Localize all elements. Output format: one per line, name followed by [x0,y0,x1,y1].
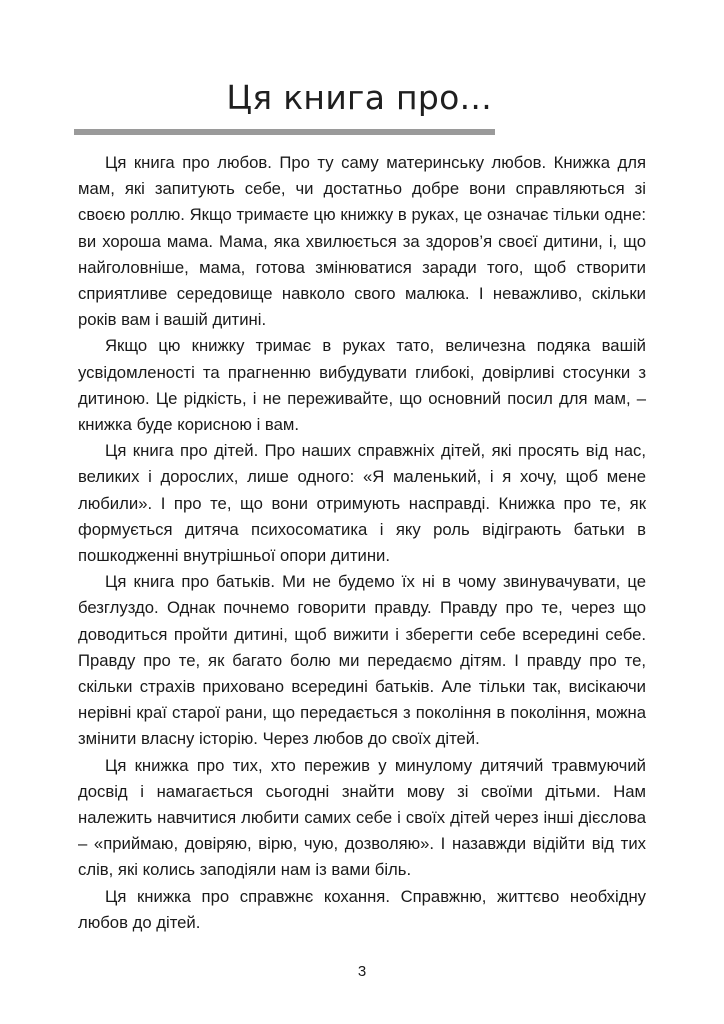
paragraph-3: Ця книга про дітей. Про наших справжніх дітей, які просять від нас, великих і дорослих, лише одного: «Я маленький, і я хочу, щоб мене любили». І про те, що вони отримують насправді. Книжка про те, як формується дитяча психосоматика і яку роль відіграють батьки в пошкодженні внутрішньої опори дитини. [78,441,646,566]
page-number: 3 [357,963,367,980]
paragraph-4: Ця книга про батьків. Ми не будемо їх ні в чому звинувачувати, це безглуздо. Однак почнемо говорити правду. Правду про те, через що доводиться пройти дитині, щоб вижити і зберегти себе всередині себе. Правду про те, як багато болю ми передаємо дітям. І правду про те, скільки страхів приховано всередині батьків. Але тільки так, висікаючи нерівні краї старої рани, що передається з покоління в покоління, можна змінити власну історію. Через любов до своїх дітей. [78,572,646,749]
body-text [78,150,646,936]
paragraph-2: Якщо цю книжку тримає в руках тато, величезна подяка вашій усвідомленості та прагненню вибудувати глибокі, довірливі стосунки з дитиною. Це рідкість, і не переживайте, що основний посил для мам, – книжка буде корисною і вам. [78,336,646,435]
paragraph-5: Ця книжка про тих, хто пережив у минулому дитячий травмуючий досвід і намагається сьогодні знайти мову зі своїми дітьми. Нам належить навчитися любити самих себе і своїх дітей через інші дієслова – «приймаю, довіряю, вірю, чую, дозволяю». І назавжди відійти від тих слів, які колись заподіяли нам із вами біль. [78,755,646,880]
paragraph-6: Ця книжка про справжнє кохання. Справжню, життєво необхідну любов до дітей. [78,886,646,932]
paragraph-1: Ця книга про любов. Про ту саму материнську любов. Книжка для мам, які запитують себе, чи достатньо добре вони справляються зі своєю роллю. Якщо тримаєте цю книжку в руках, це означає тільки одне: ви хороша мама. Мама, яка хвилюється за здоров’я своєї дитини, і, що найголовніше, мама, готова змінюватися заради того, щоб створити сприятливе середовище навколо свого малюка. І неважливо, скільки років вам і вашій дитині. [78,153,646,330]
chapter-title: Ця книга про... [226,78,492,117]
title-underline-rule [74,129,495,135]
